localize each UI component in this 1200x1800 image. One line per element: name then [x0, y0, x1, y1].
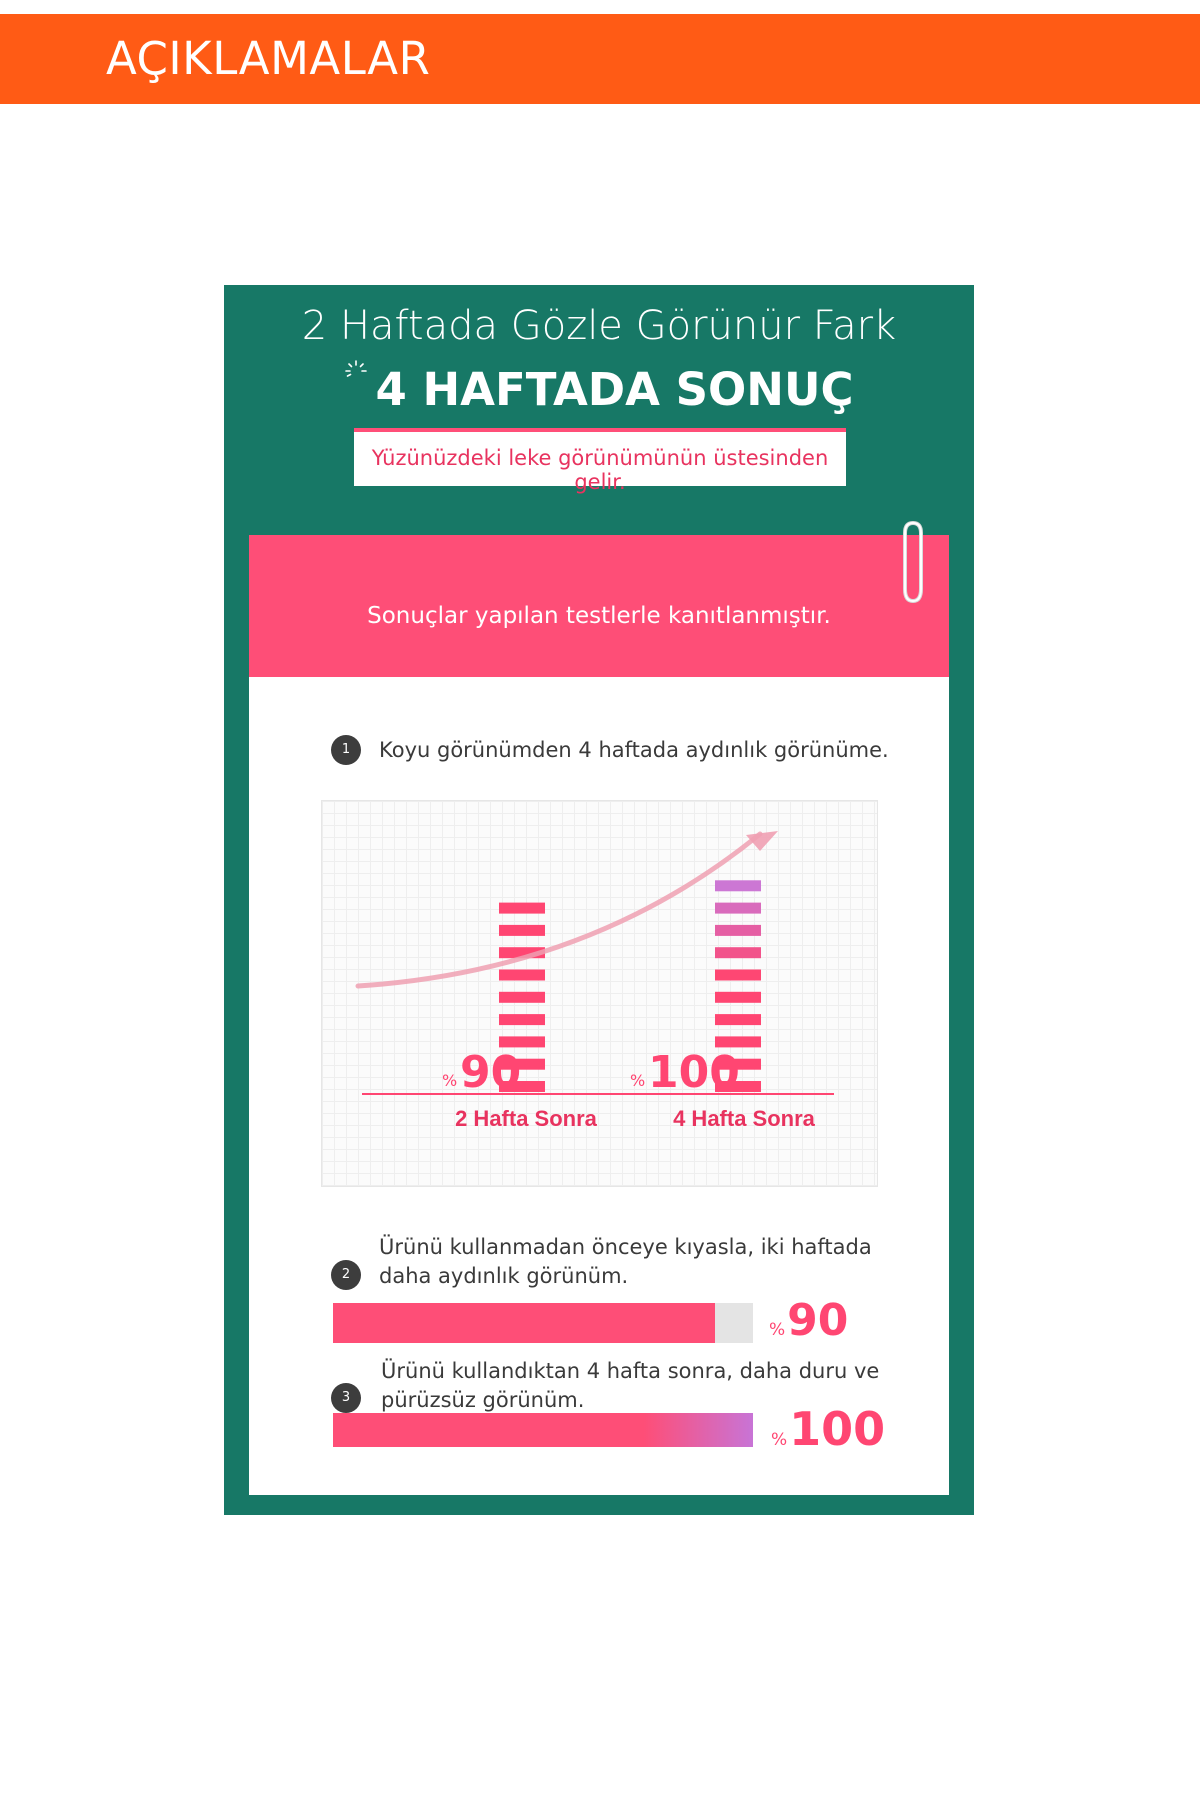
bar-2-stripe [715, 1036, 761, 1047]
bar-2-category-label: 4 Hafta Sonra [673, 1106, 815, 1131]
results-panel [249, 535, 949, 1495]
card-title: 2 Haftada Gözle Görünür Fark [301, 303, 897, 349]
brightness-chart [321, 800, 878, 1187]
bar-1-stripe [499, 992, 545, 1003]
bar-2-stripe [715, 970, 761, 981]
bar-1-stripe [499, 1014, 545, 1025]
progress-bar-2-fill [333, 1303, 715, 1343]
bar-1-percent-symbol: % [442, 1071, 458, 1090]
chart-canvas [322, 801, 877, 1186]
bar-1-category-label: 2 Hafta Sonra [455, 1106, 597, 1131]
step-3-line-1: Ürünü kullandıktan 4 hafta sonra, daha duru ve [381, 1359, 880, 1383]
step-2-percent [769, 1295, 848, 1346]
bar-1-stripe [499, 903, 545, 914]
bar-2-stripe [715, 903, 761, 914]
top-banner [0, 14, 1200, 104]
bar-2-stripe [715, 947, 761, 958]
progress-bar-3-fill [333, 1413, 753, 1447]
progress-bar-3 [333, 1413, 753, 1447]
bar-2-stripe [715, 1014, 761, 1025]
bar-1-stripe [499, 1036, 545, 1047]
bar-1-stripe [499, 970, 545, 981]
progress-bar-2 [333, 1303, 753, 1343]
percent-symbol: % [771, 1430, 788, 1450]
paperclip-icon [896, 517, 930, 607]
percent-symbol: % [769, 1320, 786, 1340]
section-title: AÇIKLAMALAR [106, 32, 431, 85]
trend-arrow-line [358, 834, 760, 986]
step-number-1: 1 [331, 735, 361, 765]
results-panel-header-text: Sonuçlar yapılan testlerle kanıtlanmıştır. [367, 603, 831, 629]
subtitle-text: Yüzünüzdeki leke görünümünün üstesinden gelir. [371, 446, 829, 494]
bar-2-value-label: 100 [648, 1047, 740, 1098]
result-headline: 4 HAFTADA SONUÇ [375, 363, 854, 416]
step-2-line-2: daha aydınlık görünüm. [379, 1264, 629, 1288]
bar-2-percent-symbol: % [630, 1071, 646, 1090]
step-number-2: 2 [331, 1260, 361, 1290]
step-2-value: 90 [787, 1295, 849, 1346]
step-2-text [379, 1233, 872, 1291]
subtitle-box [354, 432, 846, 494]
sparkle-icon [344, 359, 368, 383]
product-info-card [224, 285, 974, 1515]
bar-2-stripe [715, 925, 761, 936]
bar-1-value-label: 90 [460, 1047, 522, 1098]
bar-1-stripe [499, 925, 545, 936]
results-panel-header [249, 535, 949, 677]
step-1-text: Koyu görünümden 4 haftada aydınlık görünüme. [379, 738, 889, 762]
bar-2-stripe [715, 880, 761, 891]
bar-2-stripe [715, 992, 761, 1003]
step-number-3: 3 [331, 1383, 361, 1413]
step-3-percent [771, 1402, 885, 1456]
step-3-line-2: pürüzsüz görünüm. [381, 1388, 585, 1412]
card-headline [224, 363, 974, 416]
step-2-line-1: Ürünü kullanmadan önceye kıyasla, iki haftada [379, 1235, 872, 1259]
step-3-value: 100 [789, 1402, 886, 1456]
